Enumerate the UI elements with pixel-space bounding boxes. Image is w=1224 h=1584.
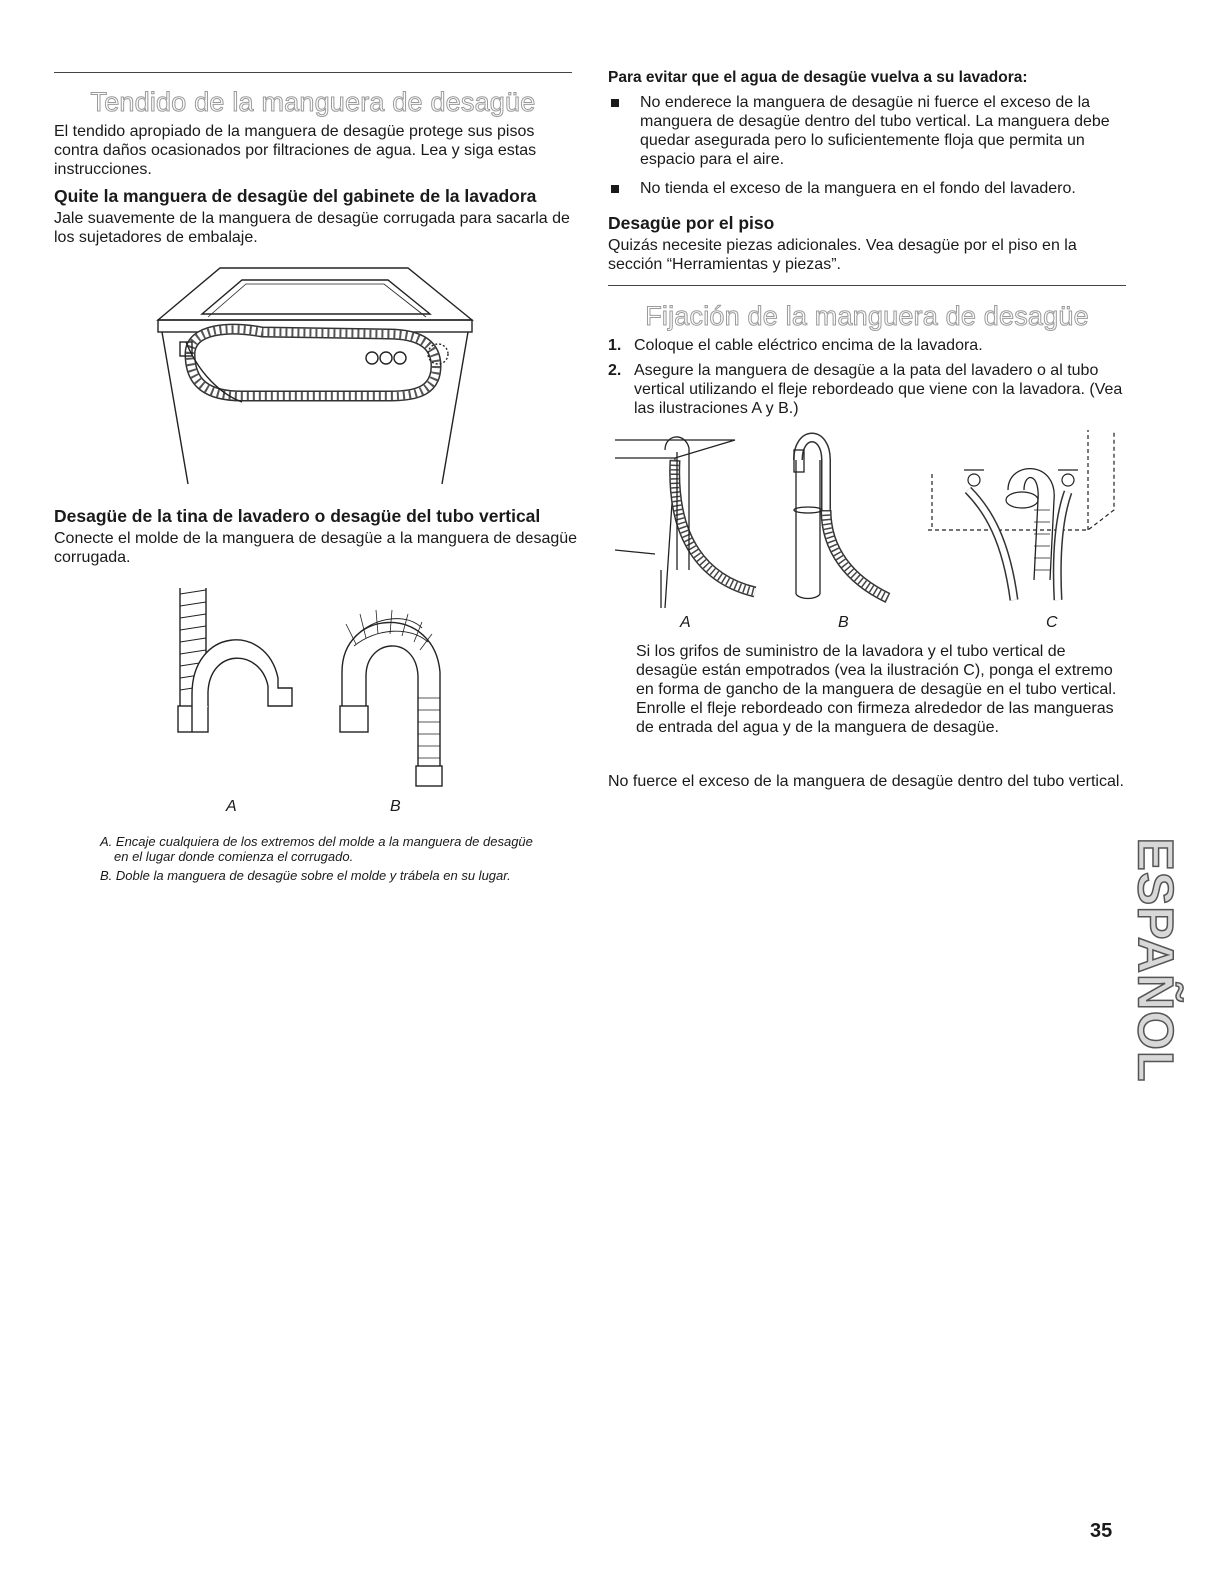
bullet-text: No enderece la manguera de desagüe ni fuerce el exceso de la manguera de desagüe dentro del tubo vertical. La manguera debe quedar asegurada pero lo suficientemente floja que permita un espacio para el aire. (640, 94, 1110, 168)
bullet-item (608, 93, 1128, 169)
subsection-floor-drain (608, 213, 1128, 274)
subsection-title: Desagüe de la tina de lavadero o desagüe del tubo vertical (54, 506, 541, 526)
washer-illustration (150, 262, 480, 484)
intro-text: El tendido apropiado de la manguera de desagüe protege sus pisos contra daños ocasionados por filtraciones de agua. Lea y siga estas instrucciones. (54, 123, 537, 178)
figure-captions (100, 834, 540, 883)
subsection-text: Jale suavemente de la manguera de desagüe corrugada para sacarla de los sujetadores de embalaje. (54, 210, 570, 246)
bullet-text: No tienda el exceso de la manguera en el fondo del lavadero. (640, 180, 1076, 197)
laundry-tub-illustration (615, 430, 755, 610)
figure-label-a: A (226, 798, 237, 815)
section-heading-tendido: Tendido de la manguera de desagüe (90, 87, 536, 117)
recessed-standpipe-illustration (928, 430, 1128, 610)
figure-label-b: B (838, 614, 849, 631)
step-text: Coloque el cable eléctrico encima de la lavadora. (634, 337, 983, 354)
subsection-title: Desagüe por el piso (608, 213, 775, 233)
bullet-item (608, 179, 1128, 198)
caption-b: B. Doble la manguera de desagüe sobre el molde y trábela en su lugar. (100, 868, 511, 883)
left-top-rule (54, 72, 572, 73)
bullet-square-icon (611, 185, 619, 193)
step-number: 1. (608, 337, 622, 354)
subsection-text: Conecte el molde de la manguera de desagüe a la manguera de desagüe corrugada. (54, 530, 578, 566)
note-text: No fuerce el exceso de la manguera de desagüe dentro del tubo vertical. (608, 773, 1124, 790)
step-number: 2. (608, 362, 622, 379)
page-number: 35 (1090, 1520, 1113, 1542)
step2-note (636, 642, 1126, 737)
section-heading-fijacion: Fijación de la manguera de desagüe (645, 301, 1089, 331)
figure-label-b: B (390, 798, 401, 815)
figure-label-a: A (680, 614, 691, 631)
subsection-standpipe (54, 506, 584, 567)
step-item (608, 336, 1128, 355)
step-text: Asegure la manguera de desagüe a la pata del lavadero o al tubo vertical utilizando el fleje rebordeado que viene con la lavadora. (Vea las ilustraciones A y B.) (634, 362, 1123, 417)
final-note (608, 772, 1128, 791)
note-text: Si los grifos de suministro de la lavadora y el tubo vertical de desagüe están empotrados (vea la ilustración C), ponga el extremo en forma de gancho de la manguera de desagüe en el tubo vertical. Enrolle el fleje rebordeado con firmeza alrededor de las mangueras de entrada del agua y de la manguera de desagüe. (636, 643, 1117, 736)
bullet-square-icon (611, 99, 619, 107)
steps-list (608, 336, 1128, 418)
subsection-text: Quizás necesite piezas adicionales. Vea desagüe por el piso en la sección “Herramientas y piezas”. (608, 237, 1077, 273)
caption-a: A. Encaje cualquiera de los extremos del molde a la manguera de desagüe en el lugar donde comienza el corrugado. (100, 834, 533, 864)
figure-label-c: C (1046, 614, 1058, 631)
language-side-tab (1115, 837, 1195, 1083)
subsection-title: Para evitar que el agua de desagüe vuelva a su lavadora: (608, 69, 1028, 86)
side-tab-text: ESPAÑOL (1127, 837, 1183, 1083)
right-mid-rule (608, 285, 1126, 286)
step-item (608, 361, 1128, 418)
subsection-prevent-backflow (608, 68, 1128, 198)
standpipe-illustration (780, 430, 900, 610)
hose-form-illustration (170, 588, 460, 788)
subsection-title: Quite la manguera de desagüe del gabinete de la lavadora (54, 186, 537, 206)
subsection-remove-hose (54, 186, 584, 247)
intro-paragraph (54, 122, 572, 179)
